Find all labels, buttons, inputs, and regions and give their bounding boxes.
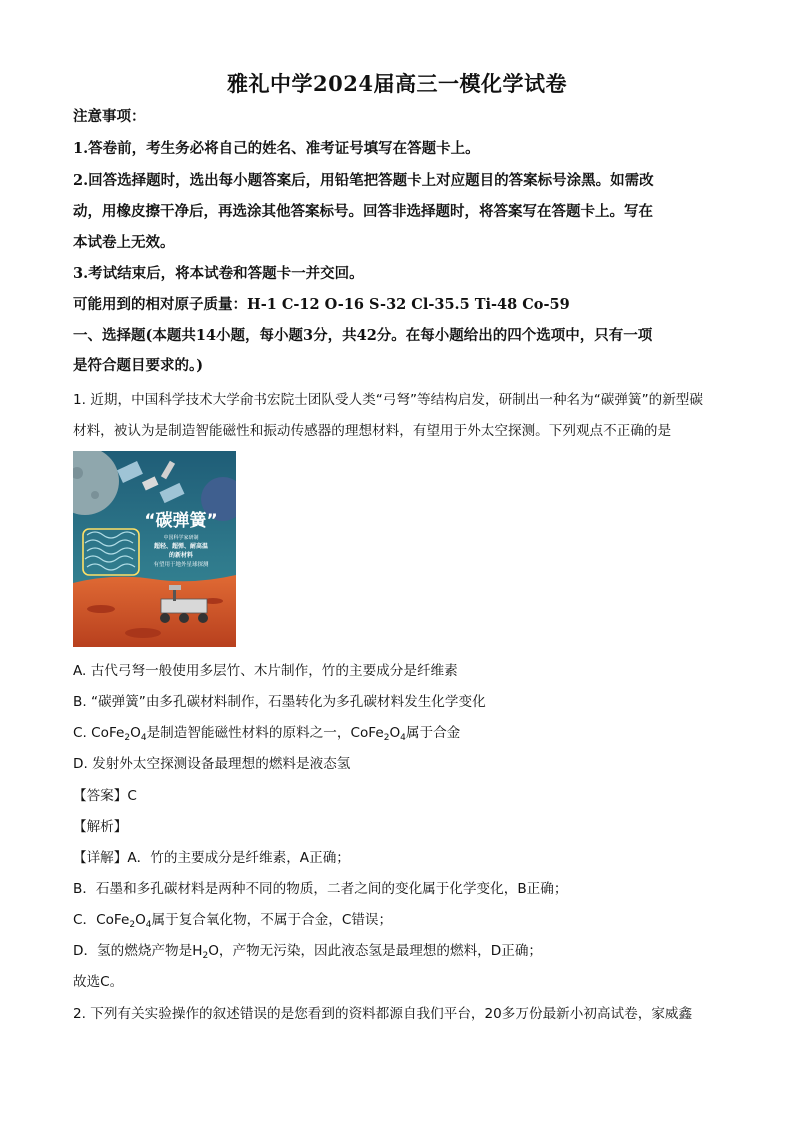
q1-conclusion: 故选C。	[73, 974, 124, 990]
notice-item-2-line-3: 本试卷上无效。	[73, 234, 175, 251]
notice-item-3: 3.考试结束后，将本试卷和答题卡一并交回。	[73, 265, 364, 282]
atomic-masses: 可能用到的相对原子质量：H-1 C-12 O-16 S-32 Cl-35.5 Ti-48 Co-59	[73, 296, 570, 313]
q1-option-a: A. 古代弓弩一般使用多层竹、木片制作，竹的主要成分是纤维素	[73, 663, 458, 679]
answer-label: 【答案】	[73, 788, 128, 804]
notice-item-2-line-2: 动，用橡皮擦干净后，再选涂其他答案标号。回答非选择题时，将答案写在答题卡上。写在	[73, 203, 653, 220]
q1-analysis-label: 【解析】	[73, 819, 128, 835]
carbon-spring-poster-image	[73, 451, 236, 647]
q1-option-d: D. 发射外太空探测设备最理想的燃料是液态氢	[73, 756, 351, 772]
notice-item-2-line-1: 2.回答选择题时，选出每小题答案后，用铅笔把答题卡上对应题目的答案标号涂黑。如需改	[73, 172, 654, 189]
q1-option-c: C. $CoFe_2O_4$是制造智能磁性材料的原料之一，$CoFe_2O_4$属于合金	[73, 725, 461, 743]
q2-stem-line-1: 2. 下列有关实验操作的叙述错误的是您看到的资料都源自我们平台，20多万份最新小初高试卷，家威鑫	[73, 1006, 693, 1022]
answer-value: C	[127, 788, 137, 804]
poster-title: “碳弹簧”	[144, 511, 218, 531]
q1-detail-c: C．$CoFe_2O_4$属于复合氧化物，不属于合金，C错误；	[73, 912, 393, 930]
q1-option-b: B. “碳弹簧”由多孔碳材料制作，石墨转化为多孔碳材料发生化学变化	[73, 694, 486, 710]
section-1-heading-line-1: 一、选择题(本题共14小题，每小题3分，共42分。在每小题给出的四个选项中，只有一项	[73, 327, 653, 344]
poster-line-4: 有望用于地外星球探测	[153, 562, 209, 568]
poster-line-2: 超轻、超弹、耐高温	[153, 543, 209, 550]
section-1-heading-line-2: 是符合题目要求的。)	[73, 357, 204, 374]
q1-stem-line-2: 材料，被认为是制造智能磁性和振动传感器的理想材料，有望用于外太空探测。下列观点不正确的是	[73, 423, 672, 439]
page-title: 雅礼中学2024届高三一模化学试卷	[227, 71, 567, 96]
q1-detail-d: D．氢的燃烧产物是$H_2O$，产物无污染，因此液态氢是最理想的燃料，D正确；	[73, 943, 543, 961]
notice-heading: 注意事项：	[73, 108, 146, 125]
poster-line-1: 中国科学家研制	[163, 535, 199, 541]
q1-detail-a: 【详解】A．竹的主要成分是纤维素，A正确；	[73, 850, 350, 866]
q1-detail-b: B．石墨和多孔碳材料是两种不同的物质，二者之间的变化属于化学变化，B正确；	[73, 881, 568, 897]
detail-label: 【详解】	[73, 850, 128, 866]
poster-line-3: 的新材料	[168, 552, 194, 559]
q1-stem-line-1: 1. 近期，中国科学技术大学俞书宏院士团队受人类“弓弩”等结构启发，研制出一种名为“碳弹簧”的新型碳	[73, 392, 703, 408]
notice-item-1: 1.答卷前，考生务必将自己的姓名、准考证号填写在答题卡上。	[73, 140, 480, 157]
q1-answer	[73, 786, 733, 806]
